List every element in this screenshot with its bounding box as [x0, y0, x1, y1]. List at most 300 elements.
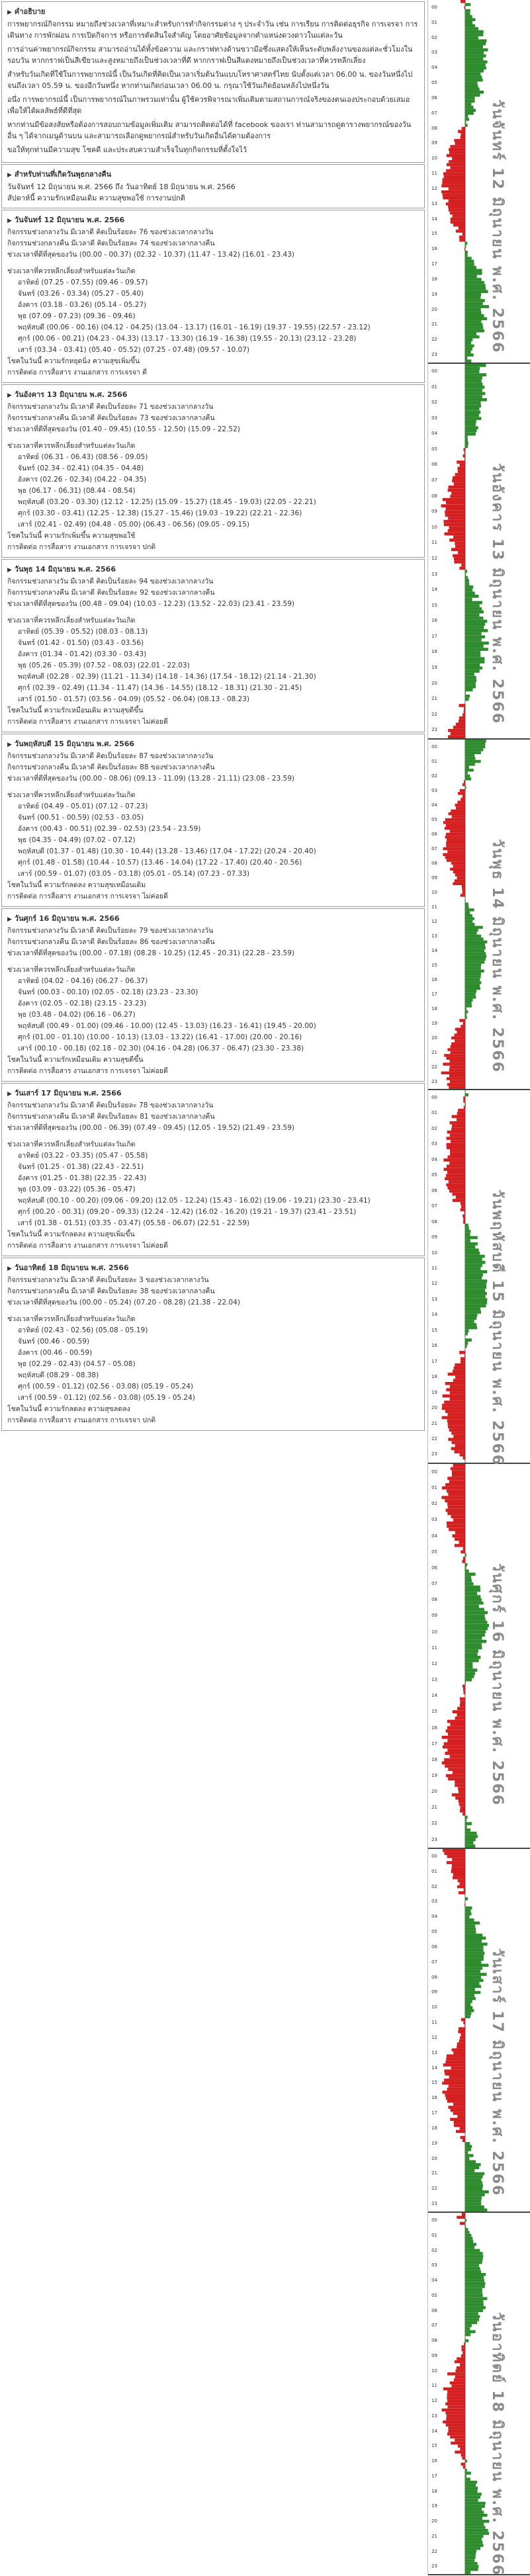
graph-bar — [463, 891, 465, 894]
graph-bar — [450, 830, 465, 832]
graph-bar — [465, 2484, 476, 2487]
graph-bar — [465, 64, 486, 67]
graph-bar — [448, 2106, 465, 2109]
graph-bar — [451, 220, 465, 224]
profile-header-text: สำหรับท่านที่เกิดวันพุธกลางคืน — [15, 170, 111, 179]
hour-label: 02 — [428, 395, 437, 411]
graph-bar — [465, 1668, 477, 1672]
graph-bar — [465, 1627, 488, 1631]
day-line: กิจกรรมช่วงกลางวัน มีเวลาดี คิดเป็นร้อยละ 79 ของช่วงเวลากลางวัน — [7, 925, 419, 937]
graph-bar — [443, 821, 465, 824]
graph-bar — [465, 351, 471, 354]
graph-bar — [448, 489, 465, 492]
graph-bar — [462, 2213, 465, 2216]
graph-bar — [461, 1551, 465, 1554]
graph-bar — [451, 2442, 465, 2445]
graph-bar — [465, 2550, 476, 2554]
worst-line: อังคาร (02.05 - 02.18) (23.15 - 23.23) — [18, 998, 419, 1009]
graph-bar — [463, 1557, 465, 1560]
graph-bar — [465, 2562, 478, 2565]
graph-bar — [465, 1094, 468, 1097]
graph-bar — [450, 1060, 466, 1062]
graph-bar — [451, 166, 466, 169]
graph-bar — [447, 154, 465, 157]
graph-bar — [455, 1444, 465, 1447]
graph-bar — [454, 560, 465, 564]
hour-label: 07 — [428, 1955, 437, 1970]
hour-label: 05 — [428, 442, 437, 458]
graph-bar — [465, 1013, 466, 1016]
day-title-text: วันอังคาร 13 มิถุนายน พ.ศ. 2566 — [15, 390, 128, 399]
graph-bar — [465, 682, 476, 685]
graph-bar — [465, 1659, 479, 1662]
day-section — [1, 1083, 425, 1256]
graph-bar — [465, 2553, 476, 2556]
graph-bar — [451, 1045, 466, 1048]
graph-bar — [459, 2039, 465, 2043]
graph-bar — [449, 199, 465, 202]
graph-bar — [460, 2448, 465, 2451]
graph-bar — [454, 482, 465, 486]
graph-bar — [465, 67, 486, 70]
graph-bar — [465, 402, 481, 405]
graph-bar — [448, 1438, 465, 1441]
graph-bar — [465, 108, 476, 112]
graph-bar — [465, 1916, 470, 1919]
hour-label: 10 — [428, 1624, 437, 1640]
hour-label: 08 — [428, 1592, 437, 1608]
graph-bar — [465, 2234, 471, 2237]
graph-bar — [465, 1930, 476, 1934]
graph-bar — [465, 651, 480, 654]
graph-bar — [446, 841, 465, 844]
graph-bar — [465, 2324, 472, 2327]
graph-bar — [455, 804, 465, 806]
hour-axis — [428, 740, 437, 1089]
hour-label: 20 — [428, 676, 437, 692]
graph-bar — [450, 2382, 465, 2385]
graph-bar — [465, 2154, 473, 2157]
graph-bar — [464, 1106, 465, 1109]
graph-bar — [442, 2409, 465, 2412]
hour-label: 04 — [428, 1152, 437, 1168]
graph-bar — [449, 2084, 465, 2088]
graph-bar — [451, 1515, 465, 1518]
graph-bar — [465, 1589, 480, 1592]
graph-bar — [457, 2042, 465, 2045]
graph-bar — [456, 2130, 465, 2133]
graph-bar — [454, 1367, 465, 1370]
graph-bar — [465, 2303, 484, 2307]
graph-bar — [465, 1570, 469, 1573]
graph-bar — [465, 106, 474, 109]
graph-bar — [465, 2487, 478, 2490]
graph-bar — [465, 2196, 482, 2200]
graph-bar — [465, 2499, 478, 2502]
day-section — [1, 734, 425, 907]
graph-bar — [465, 2012, 471, 2016]
hour-label: 00 — [428, 1090, 437, 1105]
graph-bar — [465, 1273, 483, 1277]
graph-bar — [465, 902, 468, 905]
graph-bar — [465, 1909, 471, 1912]
graph-bar — [447, 1726, 465, 1729]
graph-bar — [445, 1752, 465, 1755]
graph-bar — [465, 395, 482, 398]
graph-bar — [464, 458, 465, 461]
graph-bar — [453, 882, 465, 885]
graph-bar — [465, 1004, 472, 1007]
graph-bar — [451, 492, 465, 495]
graph-bar — [457, 877, 465, 879]
graph-bar — [465, 1320, 474, 1323]
graph-bar — [447, 1861, 465, 1864]
graph-bar — [465, 1928, 476, 1931]
hour-label: 17 — [428, 257, 437, 272]
graph-bar — [465, 900, 466, 902]
hour-label: 10 — [428, 520, 437, 536]
graph-bar — [465, 2261, 482, 2264]
graph-bar — [445, 1483, 465, 1486]
hour-label: 08 — [428, 856, 437, 871]
graph-bar — [465, 929, 478, 931]
graph-bar — [465, 2559, 474, 2562]
graph-bar — [465, 439, 468, 442]
graph-bar — [458, 1879, 465, 1883]
graph-bar — [465, 626, 484, 629]
graph-bar — [443, 498, 465, 501]
graph-bar — [465, 311, 482, 314]
graph-bar — [443, 178, 466, 181]
intro-paragraph: การพยากรณ์กิจกรรม หมายถึงช่วงเวลาที่เหมาะสำหรับการทำกิจกรรมต่าง ๆ ประจำวัน เช่น การเรียน การติดต่อธุรกิจ การเจรจา การเดินทาง การพักผ่อน การเปิดกิจการ หรือการตัดสินใจสำคัญ โดยอาศัยข้อมูลจากตำแหน่งดวงดาวในแต่ละวัน — [7, 19, 419, 41]
graph-bar — [465, 993, 476, 996]
day-line: ช่วงเวลาที่ดีที่สุดของวัน (00.00 - 07.18) (08.28 - 10.25) (12.45 - 20.31) (22.28 - 23.59) — [7, 948, 419, 959]
graph-bar — [461, 2345, 465, 2348]
graph-bar — [465, 740, 486, 742]
graph-bar — [465, 2471, 471, 2475]
graph-bar — [465, 623, 485, 626]
graph-bar — [465, 926, 483, 929]
graph-bar — [463, 2466, 465, 2469]
graph-bar — [450, 1080, 465, 1083]
graph-bar — [452, 1864, 465, 1868]
graph-bar — [449, 208, 465, 212]
graph-bar — [465, 2517, 482, 2520]
worst-line: อังคาร (00.43 - 00.51) (02.39 - 02.53) (23.54 - 23.59) — [18, 824, 419, 835]
hour-label: 00 — [428, 1849, 437, 1864]
worst-line: อังคาร (02.26 - 02.34) (04.22 - 04.35) — [18, 474, 419, 486]
hour-label: 21 — [428, 1799, 437, 1815]
graph-bar — [465, 2535, 484, 2538]
graph-bar — [460, 789, 465, 792]
graph-bar — [465, 1976, 481, 1979]
graph-bar — [465, 2167, 479, 2170]
graph-bar — [445, 2061, 465, 2064]
graph-bar — [455, 1537, 465, 1541]
hour-label: 23 — [428, 722, 437, 738]
hour-label: 02 — [428, 30, 437, 46]
graph-bar — [465, 2475, 466, 2478]
graph-bar — [448, 1373, 465, 1376]
graph-bar — [465, 611, 484, 614]
graph-bar — [465, 15, 472, 19]
graph-bar — [465, 272, 482, 275]
graph-bar — [465, 1248, 479, 1252]
graph-bar — [465, 1630, 486, 1633]
graph-bar — [465, 598, 472, 601]
graph-bar — [445, 818, 465, 821]
graph-bar — [461, 1025, 465, 1027]
graph-bar — [449, 538, 465, 542]
graph-bar — [452, 1793, 465, 1797]
graph-bar — [442, 1407, 465, 1410]
graph-bar — [465, 1326, 477, 1330]
graph-bar — [465, 27, 478, 30]
graph-bar — [457, 2115, 465, 2118]
worst-line: จันทร์ (00.51 - 00.59) (02.53 - 03.05) — [18, 812, 419, 824]
day-line: ช่วงเวลาที่ดีที่สุดของวัน (00.48 - 09.04) (10.03 - 12.23) (13.52 - 22.03) (23.41 - 23.59) — [7, 599, 419, 610]
graph-bar — [441, 504, 465, 507]
graph-bar — [441, 1496, 465, 1499]
graph-bar — [465, 1662, 472, 1666]
day-summary: โชคในวันนี้ ความรักลดลง ความสุขลดลง — [7, 1404, 419, 1415]
graph-bar — [461, 1357, 465, 1361]
graph-bar — [465, 2015, 470, 2018]
graph-bar — [465, 949, 484, 952]
graph-bar — [465, 2547, 480, 2550]
graph-bar — [457, 1885, 465, 1889]
graph-bar — [465, 2219, 466, 2222]
graph-bar — [447, 1522, 465, 1525]
graph-bar — [465, 436, 468, 439]
graph-bar — [461, 1806, 465, 1809]
graph-bar — [465, 2529, 488, 2532]
graph-bar — [465, 2556, 476, 2559]
graph-bar — [465, 1224, 468, 1227]
hour-label: 16 — [428, 972, 437, 987]
graph-bar — [463, 1099, 465, 1103]
graph-bar — [465, 1982, 480, 1985]
graph-bar — [446, 1183, 465, 1187]
graph-bar — [448, 2430, 465, 2433]
graph-bar — [465, 1242, 478, 1246]
hour-label: 12 — [428, 551, 437, 567]
graph-bar — [447, 1156, 465, 1159]
hour-axis — [428, 1849, 437, 2211]
graph-bar — [455, 1033, 466, 1036]
day-line: ช่วงเวลาที่ดีที่สุดของวัน (00.00 - 08.06) (09.13 - 11.09) (13.28 - 21.11) (23.08 - 23.59) — [7, 773, 419, 785]
graph-bar — [465, 1825, 467, 1828]
graph-bar — [464, 1694, 465, 1697]
graph-bar — [465, 2175, 483, 2178]
day-line: กิจกรรมช่วงกลางวัน มีเวลาดี คิดเป็นร้อยละ 78 ของช่วงเวลากลางวัน — [7, 1100, 419, 1111]
graph-bar — [465, 917, 474, 920]
day-work: การติดต่อ การสื่อสาร งานเอกสาร การเจรจา ไม่ค่อยดี — [7, 716, 419, 728]
worst-line: เสาร์ (00.59 - 01.07) (03.05 - 03.18) (05.01 - 05.14) (07.23 - 07.33) — [18, 869, 419, 880]
graph-bar — [465, 786, 466, 789]
graph-bar — [465, 632, 482, 636]
graph-bar — [465, 1997, 476, 2000]
graph-bar — [465, 923, 475, 925]
graph-bar — [459, 239, 465, 242]
graph-bar — [451, 1432, 465, 1435]
graph-bar — [465, 742, 485, 745]
graph-bar — [465, 570, 467, 573]
worst-line: อาทิตย์ (04.02 - 04.16) (06.27 - 06.37) — [18, 976, 419, 987]
graph-bar — [465, 1255, 485, 1258]
hour-label: 01 — [428, 15, 437, 30]
graph-bar — [449, 1068, 465, 1071]
graph-bar — [465, 2208, 487, 2211]
graph-bar — [465, 94, 480, 97]
graph-bar — [465, 2194, 485, 2197]
graph-bar — [463, 448, 465, 451]
graph-bar — [465, 2565, 478, 2568]
graph-bar — [465, 746, 485, 748]
graph-bar — [446, 844, 465, 847]
graph-bar — [461, 1360, 465, 1363]
graph-bar — [457, 1707, 465, 1710]
graph-bar — [461, 1205, 465, 1209]
graph-bar — [465, 1008, 466, 1010]
graph-bar — [441, 185, 465, 188]
graph-bar — [450, 145, 465, 148]
vertical-day-label: วันศุกร์ 16 มิถุนายน พ.ศ. 2566 — [489, 1563, 509, 1806]
hour-label: 09 — [428, 2348, 437, 2364]
graph-bar — [465, 1252, 480, 1255]
hour-label: 22 — [428, 1815, 437, 1831]
graph-bar — [447, 1502, 465, 1506]
hour-label: 04 — [428, 426, 437, 442]
graph-bar — [447, 1748, 465, 1752]
days-container — [0, 210, 426, 1431]
graph-bar — [465, 2151, 468, 2155]
day-title — [7, 1262, 419, 1275]
graph-bar — [465, 1283, 486, 1286]
graph-bar — [455, 1450, 465, 1453]
graph-bar — [449, 526, 465, 529]
vertical-day-label: วันอาทิตย์ 18 มิถุนายน พ.ศ. 2566 — [489, 2312, 509, 2576]
graph-bar — [455, 2376, 465, 2379]
graph-bar — [445, 513, 465, 517]
graph-bar — [450, 495, 465, 498]
graph-bar — [449, 1428, 465, 1432]
graph-bar — [465, 2496, 480, 2499]
graph-bar — [465, 906, 469, 908]
day-line: กิจกรรมช่วงกลางวัน มีเวลาดี คิดเป็นร้อยละ 87 ของช่วงเวลากลางวัน — [7, 751, 419, 762]
graph-bar — [465, 2243, 476, 2247]
graph-bar — [444, 1758, 465, 1762]
graph-bar — [453, 535, 465, 538]
graph-bar — [442, 2082, 465, 2085]
graph-bar — [465, 1970, 480, 1973]
hour-label: 20 — [428, 2514, 437, 2529]
graph-bar — [448, 1422, 465, 1426]
graph-bar — [465, 12, 470, 15]
hour-label: 06 — [428, 1183, 437, 1199]
hour-label: 14 — [428, 943, 437, 958]
graph-bar — [449, 1086, 465, 1089]
graph-bar — [465, 2202, 481, 2206]
vertical-day-label: วันอังคาร 13 มิถุนายน พ.ศ. 2566 — [489, 463, 509, 724]
graph-bar — [459, 716, 465, 720]
graph-bar — [450, 1121, 465, 1125]
graph-bar — [465, 1342, 468, 1345]
graph-bar — [447, 1048, 465, 1051]
graph-bar — [447, 2390, 465, 2393]
graph-bar — [465, 423, 476, 427]
day-graph-panel — [428, 1849, 530, 2213]
graph-bar — [465, 1598, 482, 1602]
graph-bar — [442, 1486, 465, 1490]
graph-bar — [444, 520, 466, 523]
worst-header: ช่วงเวลาที่ควรหลีกเลี่ยงสำหรับแต่ละวันเกิด — [7, 1314, 419, 1325]
graph-bar — [465, 1592, 477, 1595]
graph-bar — [465, 2327, 470, 2331]
graph-bar — [465, 404, 481, 408]
graph-bar — [463, 795, 465, 798]
hour-label: 15 — [428, 958, 437, 972]
graph-bar — [449, 1180, 465, 1183]
worst-line: เสาร์ (01.38 - 01.51) (03.35 - 03.47) (05.58 - 06.07) (22.51 - 22.59) — [18, 1218, 419, 1229]
graph-bar — [465, 2294, 483, 2297]
graph-bar — [458, 792, 465, 794]
graph-bar — [465, 1838, 476, 1842]
day-section — [1, 908, 425, 1082]
graph-bar — [465, 1258, 482, 1261]
graph-bar — [458, 2444, 465, 2448]
day-work: การติดต่อ การสื่อสาร งานเอกสาร การเจรจา ปกติ — [7, 542, 419, 553]
day-line: กิจกรรมช่วงกลางคืน มีเวลาดี คิดเป็นร้อยละ 88 ของช่วงเวลากลางคืน — [7, 762, 419, 773]
hour-label: 09 — [428, 1230, 437, 1245]
graph-bar — [465, 1277, 482, 1280]
graph-bar — [465, 52, 484, 55]
graph-bar — [465, 1973, 487, 1976]
hour-label: 11 — [428, 535, 437, 551]
graph-bar — [451, 1870, 465, 1873]
graph-bar — [465, 2481, 477, 2484]
graph-bar — [465, 1907, 472, 1910]
graph-bar — [443, 1395, 465, 1398]
hour-label: 13 — [428, 2045, 437, 2061]
hour-label: 14 — [428, 582, 437, 598]
graph-bar — [465, 69, 484, 73]
graph-bar — [465, 91, 484, 94]
graph-bar — [445, 1410, 465, 1413]
worst-line: อาทิตย์ (02.43 - 02.56) (05.08 - 05.19) — [18, 1325, 419, 1336]
graph-bar — [458, 1109, 465, 1112]
graph-bar — [453, 2051, 465, 2055]
graph-bar — [465, 760, 481, 763]
graph-bar — [465, 576, 468, 580]
day-title-text: วันพุธ 14 มิถุนายน พ.ศ. 2566 — [15, 565, 116, 574]
graph-bar — [455, 1717, 465, 1720]
graph-bar — [465, 2228, 468, 2231]
graph-bar — [447, 859, 465, 861]
hour-label: 03 — [428, 45, 437, 60]
day-section — [1, 384, 425, 558]
graph-bar — [445, 2073, 465, 2076]
graph-bar — [465, 58, 483, 61]
day-section — [1, 1258, 425, 1431]
graph-bar — [465, 1295, 486, 1299]
graph-bar — [465, 1841, 474, 1844]
graph-bar — [445, 1499, 465, 1502]
graph-bar — [457, 460, 465, 464]
hour-label: 03 — [428, 783, 437, 798]
graph-bar — [459, 1803, 465, 1806]
graph-bar — [451, 2384, 465, 2387]
